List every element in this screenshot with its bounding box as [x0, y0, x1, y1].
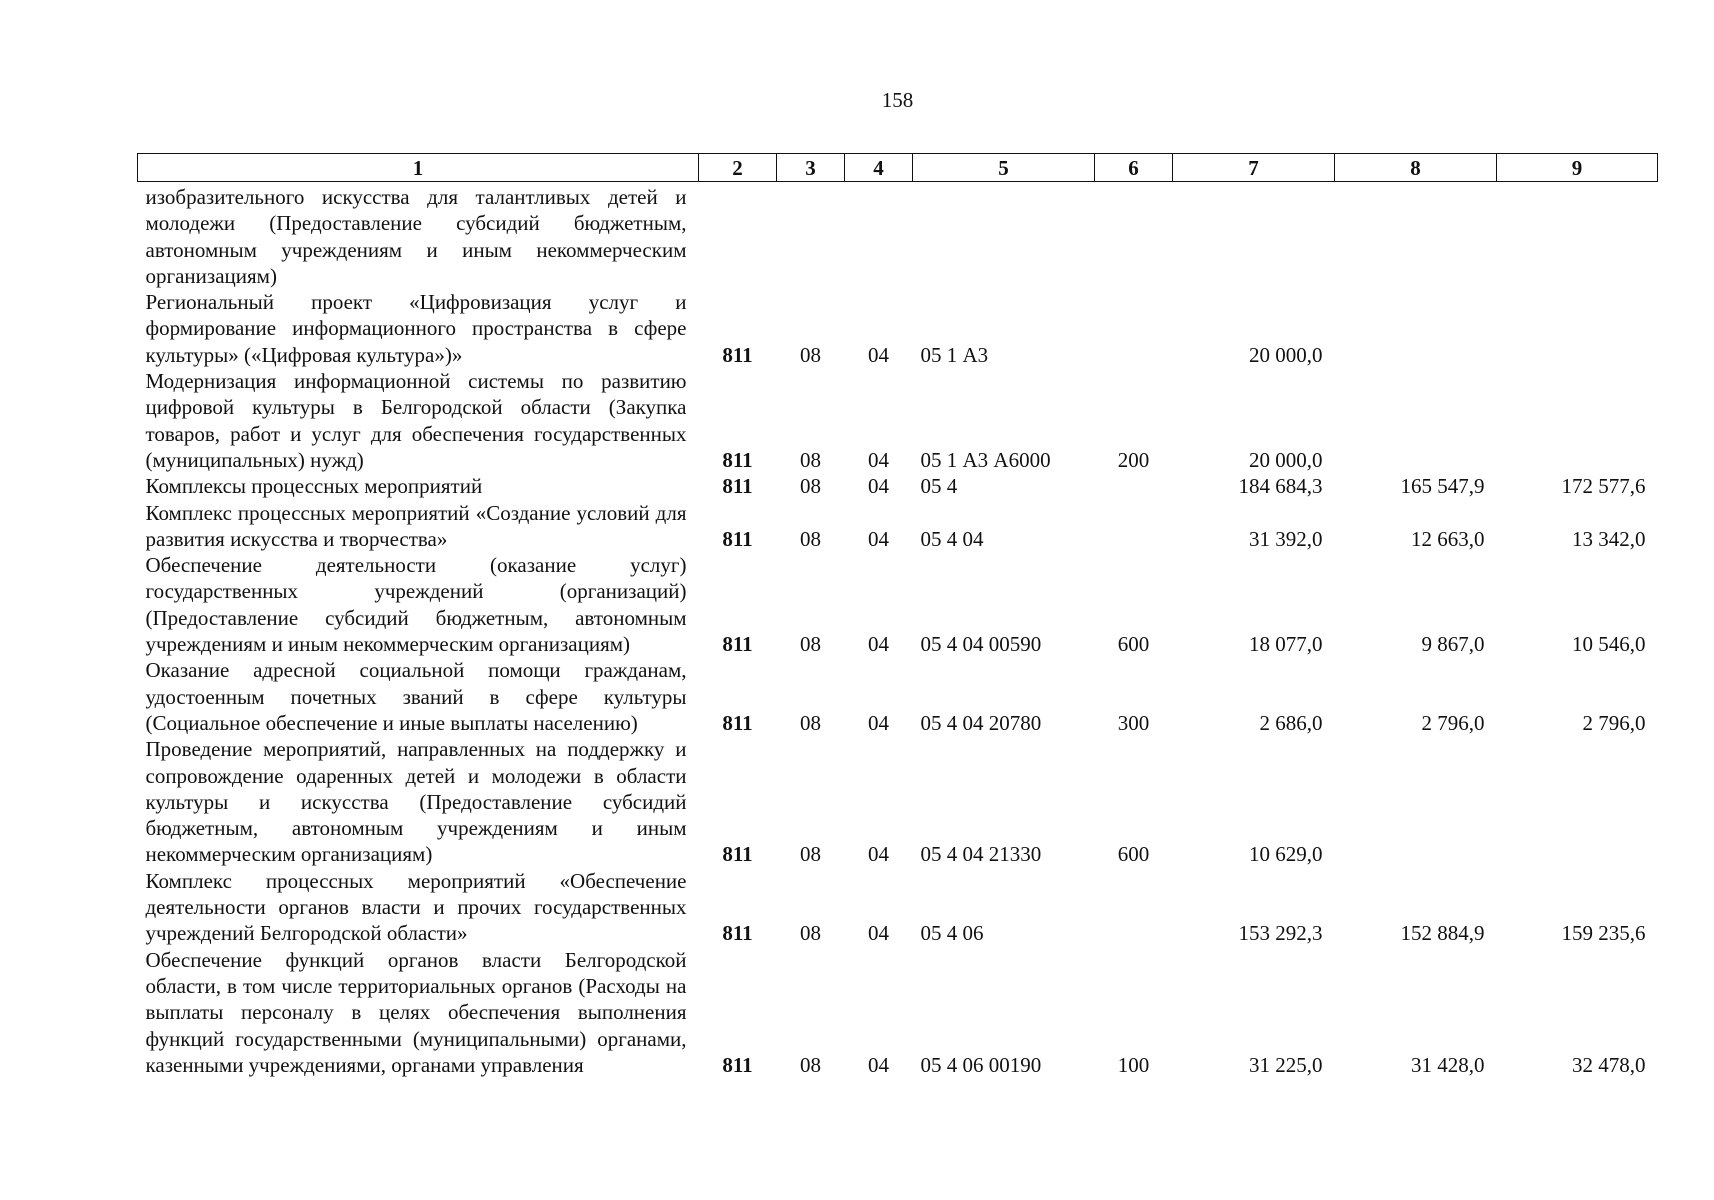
table-row: [138, 473, 1658, 499]
row-name: Оказание адресной социальной помощи гражданам, удостоенным почетных званий в сфере культуры (Социальное обеспечение и иные выплаты населению): [145, 658, 687, 735]
row-target-article: [913, 184, 1095, 289]
header-col-9: 9: [1497, 154, 1658, 182]
row-subsection-code: 04: [868, 447, 889, 472]
row-amount-col-9: [1497, 368, 1658, 473]
row-subsection-code: 04: [868, 710, 889, 735]
row-amount-col-8: [1335, 184, 1497, 289]
row-amount-col-7: 18 077,0: [1249, 632, 1323, 657]
row-section-code: 08: [800, 526, 821, 551]
header-col-2: 2: [699, 154, 777, 182]
row-name: Проведение мероприятий, направленных на поддержку и сопровождение одаренных детей и молодежи в области культуры и искусства (Предоставление субсидий бюджетным, автономным учреждениям и иным некоммерческим организациям): [145, 737, 687, 867]
row-amount-col-8: [1335, 368, 1497, 473]
row-admin-code: 811: [722, 1052, 753, 1077]
row-expense-type: [1095, 500, 1173, 553]
row-target-article: 05 4 04 21330: [920, 842, 1042, 867]
row-amount-col-9: 10 546,0: [1572, 632, 1646, 657]
row-subsection-code: [845, 184, 913, 289]
budget-table: [137, 153, 1658, 1078]
row-expense-type: [1095, 289, 1173, 368]
row-subsection-code: 04: [868, 1052, 889, 1077]
row-admin-code: [699, 184, 777, 289]
row-name: Обеспечение деятельности (оказание услуг) государственных учреждений (организаций) (Предоставление субсидий бюджетным, автономным учреждениям и иным некоммерческим организациям): [145, 553, 687, 657]
header-col-5: 5: [913, 154, 1095, 182]
row-name: Комплекс процессных мероприятий «Обеспечение деятельности органов власти и прочих государственных учреждений Белгородской области»: [145, 868, 687, 946]
row-amount-col-9: 13 342,0: [1572, 526, 1646, 551]
row-section-code: 08: [800, 342, 821, 367]
column-number-header: [138, 154, 1658, 182]
row-amount-col-9: [1497, 289, 1658, 368]
row-amount-col-9: 2 796,0: [1582, 710, 1646, 735]
row-section-code: [777, 184, 845, 289]
row-subsection-code: 04: [868, 342, 889, 367]
row-amount-col-8: 152 884,9: [1400, 921, 1485, 946]
row-section-code: 08: [800, 474, 821, 499]
row-amount-col-8: 2 796,0: [1421, 710, 1485, 735]
row-name: Обеспечение функций органов власти Белгородской области, в том числе территориальных органов (Расходы на выплаты персоналу в целях обеспечения выполнения функций государственными (муниципальными) органами, казенными учреждениями, органами управления: [145, 947, 687, 1077]
row-admin-code: 811: [722, 526, 753, 551]
row-expense-type: 100: [1117, 1052, 1150, 1077]
row-section-code: 08: [800, 921, 821, 946]
row-target-article: 05 4 06 00190: [920, 1052, 1042, 1077]
row-amount-col-8: 9 867,0: [1421, 632, 1485, 657]
row-admin-code: 811: [722, 632, 753, 657]
table-row: [138, 657, 1658, 736]
row-amount-col-9: [1497, 736, 1658, 867]
row-amount-col-9: 172 577,6: [1561, 474, 1646, 499]
row-section-code: 08: [800, 632, 821, 657]
row-target-article: 05 4 04: [920, 526, 984, 551]
header-col-3: 3: [777, 154, 845, 182]
row-amount-col-9: 32 478,0: [1572, 1052, 1646, 1077]
header-col-4: 4: [845, 154, 913, 182]
row-expense-type: 600: [1117, 632, 1150, 657]
row-section-code: 08: [800, 710, 821, 735]
row-name: Модернизация информационной системы по развитию цифровой культуры в Белгородской области (Закупка товаров, работ и услуг для обеспечения государственных (муниципальных) нужд): [145, 369, 687, 472]
row-subsection-code: 04: [868, 474, 889, 499]
row-subsection-code: 04: [868, 632, 889, 657]
table-row: [138, 736, 1658, 867]
header-col-1: 1: [138, 154, 699, 182]
table-row: [138, 184, 1658, 289]
row-expense-type: [1095, 184, 1173, 289]
row-amount-col-9: 159 235,6: [1561, 921, 1646, 946]
header-col-7: 7: [1173, 154, 1335, 182]
row-amount-col-7: 31 225,0: [1249, 1052, 1323, 1077]
table-row: [138, 500, 1658, 553]
row-expense-type: 600: [1117, 842, 1150, 867]
row-expense-type: [1095, 473, 1173, 499]
row-amount-col-7: [1173, 184, 1335, 289]
row-amount-col-7: 20 000,0: [1249, 447, 1323, 472]
row-amount-col-7: 20 000,0: [1249, 342, 1323, 367]
table-body: [138, 182, 1658, 1079]
header-col-8: 8: [1335, 154, 1497, 182]
row-target-article: 05 4 04 00590: [920, 632, 1042, 657]
table-row: [138, 368, 1658, 473]
row-admin-code: 811: [722, 474, 753, 499]
row-amount-col-9: [1497, 184, 1658, 289]
row-expense-type: 200: [1117, 447, 1150, 472]
row-expense-type: 300: [1117, 710, 1150, 735]
row-target-article: 05 4: [920, 474, 958, 499]
table-row: [138, 947, 1658, 1078]
row-section-code: 08: [800, 1052, 821, 1077]
row-amount-col-7: 153 292,3: [1238, 921, 1323, 946]
row-expense-type: [1095, 868, 1173, 947]
row-subsection-code: 04: [868, 842, 889, 867]
row-admin-code: 811: [722, 342, 753, 367]
page-number: 158: [881, 88, 914, 112]
row-admin-code: 811: [722, 921, 753, 946]
row-amount-col-7: 10 629,0: [1249, 842, 1323, 867]
row-admin-code: 811: [722, 447, 753, 472]
row-admin-code: 811: [722, 710, 753, 735]
row-name: Комплекс процессных мероприятий «Создание условий для развития искусства и творчества»: [145, 500, 687, 551]
row-name: Комплексы процессных мероприятий: [145, 474, 483, 499]
row-amount-col-8: 12 663,0: [1411, 526, 1485, 551]
row-amount-col-7: 184 684,3: [1238, 474, 1323, 499]
row-amount-col-8: [1335, 736, 1497, 867]
row-section-code: 08: [800, 842, 821, 867]
row-target-article: 05 1 А3 А6000: [920, 447, 1051, 472]
row-name: Региональный проект «Цифровизация услуг и формирование информационного пространства в сфере культуры» («Цифровая культура»)»: [145, 290, 687, 367]
row-amount-col-7: 31 392,0: [1249, 526, 1323, 551]
row-target-article: 05 4 04 20780: [920, 710, 1042, 735]
row-target-article: 05 1 А3: [920, 342, 989, 367]
header-col-6: 6: [1095, 154, 1173, 182]
table-row: [138, 289, 1658, 368]
row-subsection-code: 04: [868, 921, 889, 946]
row-name: изобразительного искусства для талантливых детей и молодежи (Предоставление субсидий бюджетным, автономным учреждениям и иным некоммерческим организациям): [145, 185, 687, 288]
table-row: [138, 868, 1658, 947]
row-amount-col-8: 165 547,9: [1400, 474, 1485, 499]
row-amount-col-8: [1335, 289, 1497, 368]
row-admin-code: 811: [722, 842, 753, 867]
row-amount-col-7: 2 686,0: [1259, 710, 1323, 735]
row-section-code: 08: [800, 447, 821, 472]
row-amount-col-8: 31 428,0: [1411, 1052, 1485, 1077]
row-target-article: 05 4 06: [920, 921, 984, 946]
table-row: [138, 552, 1658, 657]
row-subsection-code: 04: [868, 526, 889, 551]
